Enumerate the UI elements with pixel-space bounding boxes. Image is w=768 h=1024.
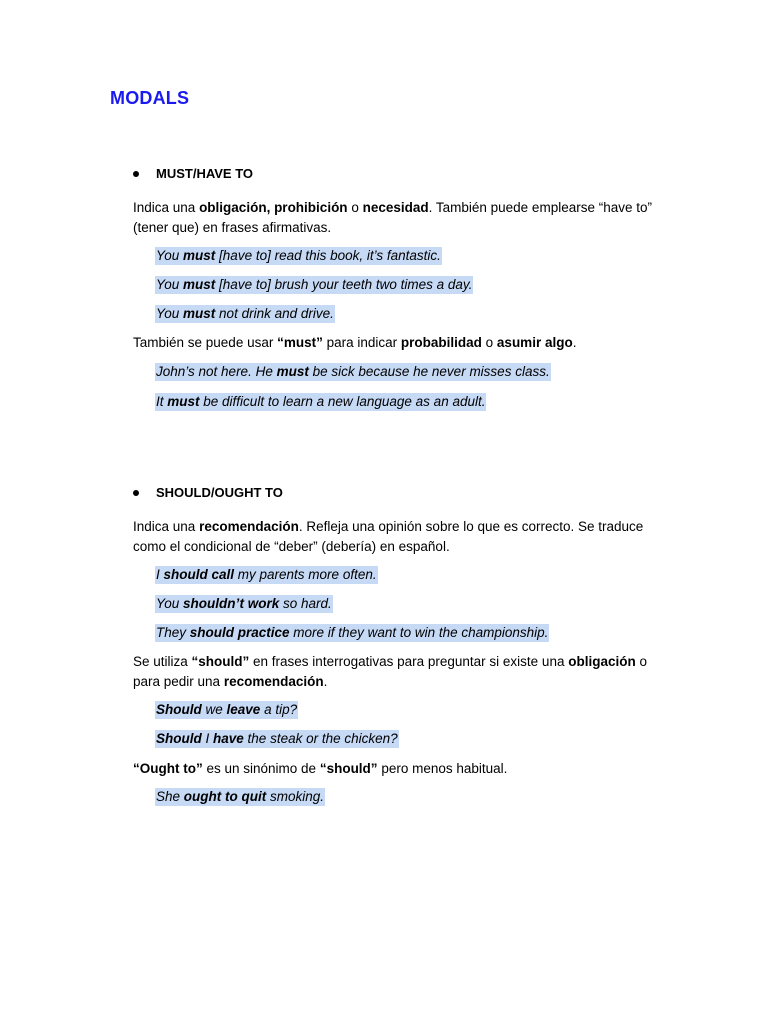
bold-text: recomendación: [223, 673, 324, 689]
text-run: They: [156, 625, 190, 640]
text-run: Indica una: [133, 200, 200, 215]
section-heading-text: SHOULD/OUGHT TO: [156, 485, 283, 500]
bold-text: “should”: [319, 761, 378, 776]
example-sentence: [155, 701, 298, 719]
text-run: También se puede usar: [133, 335, 278, 350]
text-run: John’s not here. He: [156, 364, 277, 379]
bold-text: Should: [156, 702, 202, 717]
bold-text: must: [183, 306, 216, 321]
text-run: You: [156, 596, 184, 611]
text-run: not drink and drive.: [215, 306, 334, 321]
bullet-icon: [133, 171, 139, 177]
bold-text: ought to quit: [183, 789, 267, 804]
bold-text: asumir algo: [496, 335, 573, 350]
text-run: we: [201, 702, 227, 717]
text-run: Se utiliza: [133, 654, 192, 669]
paragraph: [133, 652, 653, 691]
text-run: .: [323, 673, 328, 689]
bold-text: “must”: [277, 335, 323, 350]
text-run: be sick because he never misses class.: [308, 364, 550, 379]
page-title: MODALS: [110, 88, 190, 108]
bold-text: “should”: [191, 654, 250, 669]
section-heading-should: [133, 485, 283, 500]
paragraph: [133, 517, 653, 556]
text-run: the steak or the chicken?: [243, 731, 398, 746]
text-run: en frases interrogativas para preguntar si existe una: [249, 654, 569, 669]
example-sentence: [155, 305, 335, 323]
bold-text: should practice: [189, 625, 290, 640]
bold-text: obligación: [568, 654, 636, 669]
bold-text: should call: [163, 567, 235, 582]
bullet-icon: [133, 490, 139, 496]
text-run: You: [156, 277, 184, 292]
example-sentence: [155, 363, 551, 381]
section-heading-text: MUST/HAVE TO: [156, 166, 254, 181]
example-sentence: [155, 566, 378, 584]
text-run: I: [201, 731, 214, 746]
text-run: smoking.: [266, 789, 325, 804]
bold-text: shouldn’t work: [183, 596, 280, 611]
section-heading-must: [133, 166, 253, 181]
example-sentence: [155, 393, 486, 411]
text-run: o: [481, 335, 497, 350]
paragraph: [133, 198, 653, 237]
text-run: o: [347, 200, 363, 215]
bold-text: have: [213, 731, 244, 746]
text-run: Indica una: [133, 519, 200, 534]
paragraph: [133, 333, 653, 353]
example-sentence: [155, 730, 399, 748]
bold-text: obligación, prohibición: [199, 200, 348, 215]
example-sentence: [155, 247, 442, 265]
bold-text: must: [276, 364, 309, 379]
text-run: pero menos habitual.: [377, 761, 508, 776]
text-run: . También puede emplearse “have to” (tener que) en frases afirmativas.: [133, 200, 652, 235]
text-run: It: [156, 394, 168, 409]
bold-text: probabilidad: [400, 335, 482, 350]
text-run: You: [156, 248, 184, 263]
bold-text: Should: [156, 731, 202, 746]
text-run: a tip?: [260, 702, 298, 717]
text-run: so hard.: [279, 596, 332, 611]
example-sentence: [155, 276, 473, 294]
text-run: [have to] read this book, it’s fantastic.: [215, 248, 441, 263]
text-run: I: [156, 567, 164, 582]
bold-text: must: [167, 394, 200, 409]
text-run: . Refleja una opinión sobre lo que es correcto. Se traduce como el condicional de “deber” (debería) en español.: [133, 519, 644, 554]
text-run: You: [156, 306, 184, 321]
example-sentence: [155, 624, 549, 642]
bold-text: “Ought to”: [133, 761, 203, 776]
text-run: my parents more often.: [234, 567, 377, 582]
text-run: para indicar: [322, 335, 401, 350]
text-run: more if they want to win the championship.: [289, 625, 549, 640]
text-run: She: [156, 789, 184, 804]
bold-text: recomendación: [199, 519, 299, 534]
example-sentence: [155, 788, 325, 806]
bold-text: leave: [226, 702, 261, 717]
text-run: o para pedir una: [133, 654, 647, 689]
bold-text: necesidad: [362, 200, 429, 215]
text-run: [have to] brush your teeth two times a day.: [215, 277, 473, 292]
example-sentence: [155, 595, 333, 613]
text-run: be difficult to learn a new language as an adult.: [199, 394, 486, 409]
text-run: .: [572, 335, 577, 350]
text-run: es un sinónimo de: [202, 761, 320, 776]
paragraph: [133, 759, 653, 779]
bold-text: must: [183, 277, 216, 292]
bold-text: must: [183, 248, 216, 263]
